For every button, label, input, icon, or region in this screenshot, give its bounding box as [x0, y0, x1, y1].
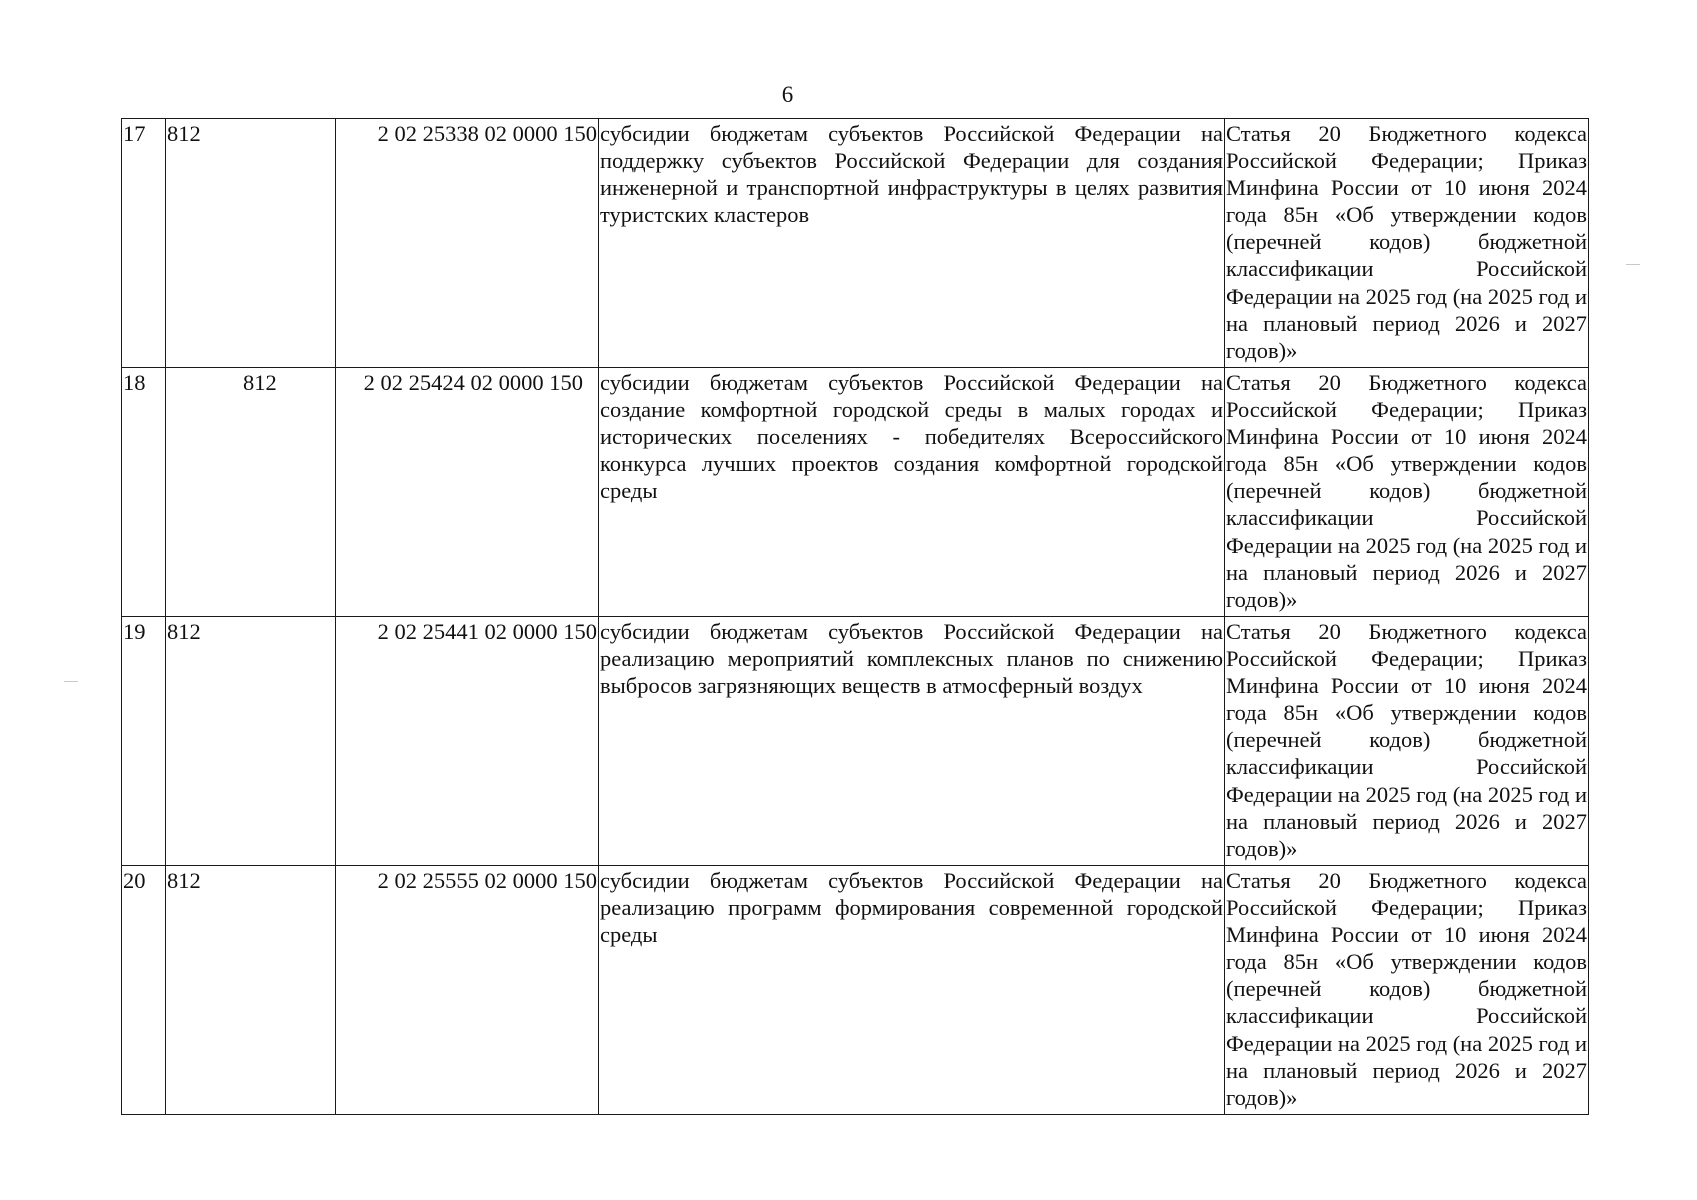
- admin-code: 812: [166, 617, 336, 866]
- legal-basis: Статья 20 Бюджетного кодекса Российской Федерации; Приказ Минфина России от 10 июня 2024 года 85н «Об утверждении кодов (перечней кодов) бюджетной классификации Российской Федерации на 2025 год (на 2025 год и на плановый период 2026 и 2027 годов)»: [1225, 119, 1589, 368]
- income-code: 2 02 25424 02 0000 150: [336, 368, 599, 617]
- row-number: 19: [122, 617, 166, 866]
- scan-artifact-mark: [64, 681, 78, 682]
- scan-artifact-mark: [1626, 264, 1640, 265]
- legal-basis: Статья 20 Бюджетного кодекса Российской Федерации; Приказ Минфина России от 10 июня 2024 года 85н «Об утверждении кодов (перечней кодов) бюджетной классификации Российской Федерации на 2025 год (на 2025 год и на плановый период 2026 и 2027 годов)»: [1225, 368, 1589, 617]
- table-row: [122, 866, 1589, 1115]
- admin-code: 812: [166, 368, 336, 617]
- income-description: субсидии бюджетам субъектов Российской Федерации на реализацию программ формирования современной городской среды: [599, 866, 1225, 1115]
- row-number: 17: [122, 119, 166, 368]
- legal-basis: Статья 20 Бюджетного кодекса Российской Федерации; Приказ Минфина России от 10 июня 2024 года 85н «Об утверждении кодов (перечней кодов) бюджетной классификации Российской Федерации на 2025 год (на 2025 год и на плановый период 2026 и 2027 годов)»: [1225, 866, 1589, 1115]
- admin-code: 812: [166, 119, 336, 368]
- row-number: 20: [122, 866, 166, 1115]
- income-description: субсидии бюджетам субъектов Российской Федерации на создание комфортной городской среды в малых городах и исторических поселениях - победителях Всероссийского конкурса лучших проектов создания комфортной городской среды: [599, 368, 1225, 617]
- income-code: 2 02 25441 02 0000 150: [336, 617, 599, 866]
- page-number: 6: [781, 82, 794, 107]
- table-row: [122, 617, 1589, 866]
- row-number: 18: [122, 368, 166, 617]
- income-code: 2 02 25338 02 0000 150: [336, 119, 599, 368]
- income-description: субсидии бюджетам субъектов Российской Федерации на реализацию мероприятий комплексных планов по снижению выбросов загрязняющих веществ в атмосферный воздух: [599, 617, 1225, 866]
- legal-basis: Статья 20 Бюджетного кодекса Российской Федерации; Приказ Минфина России от 10 июня 2024 года 85н «Об утверждении кодов (перечней кодов) бюджетной классификации Российской Федерации на 2025 год (на 2025 год и на плановый период 2026 и 2027 годов)»: [1225, 617, 1589, 866]
- table-row: [122, 368, 1589, 617]
- income-code: 2 02 25555 02 0000 150: [336, 866, 599, 1115]
- table-row: [122, 119, 1589, 368]
- budget-codes-table: [121, 118, 1589, 1115]
- income-description: субсидии бюджетам субъектов Российской Федерации на поддержку субъектов Российской Федерации для создания инженерной и транспортной инфраструктуры в целях развития туристских кластеров: [599, 119, 1225, 368]
- admin-code: 812: [166, 866, 336, 1115]
